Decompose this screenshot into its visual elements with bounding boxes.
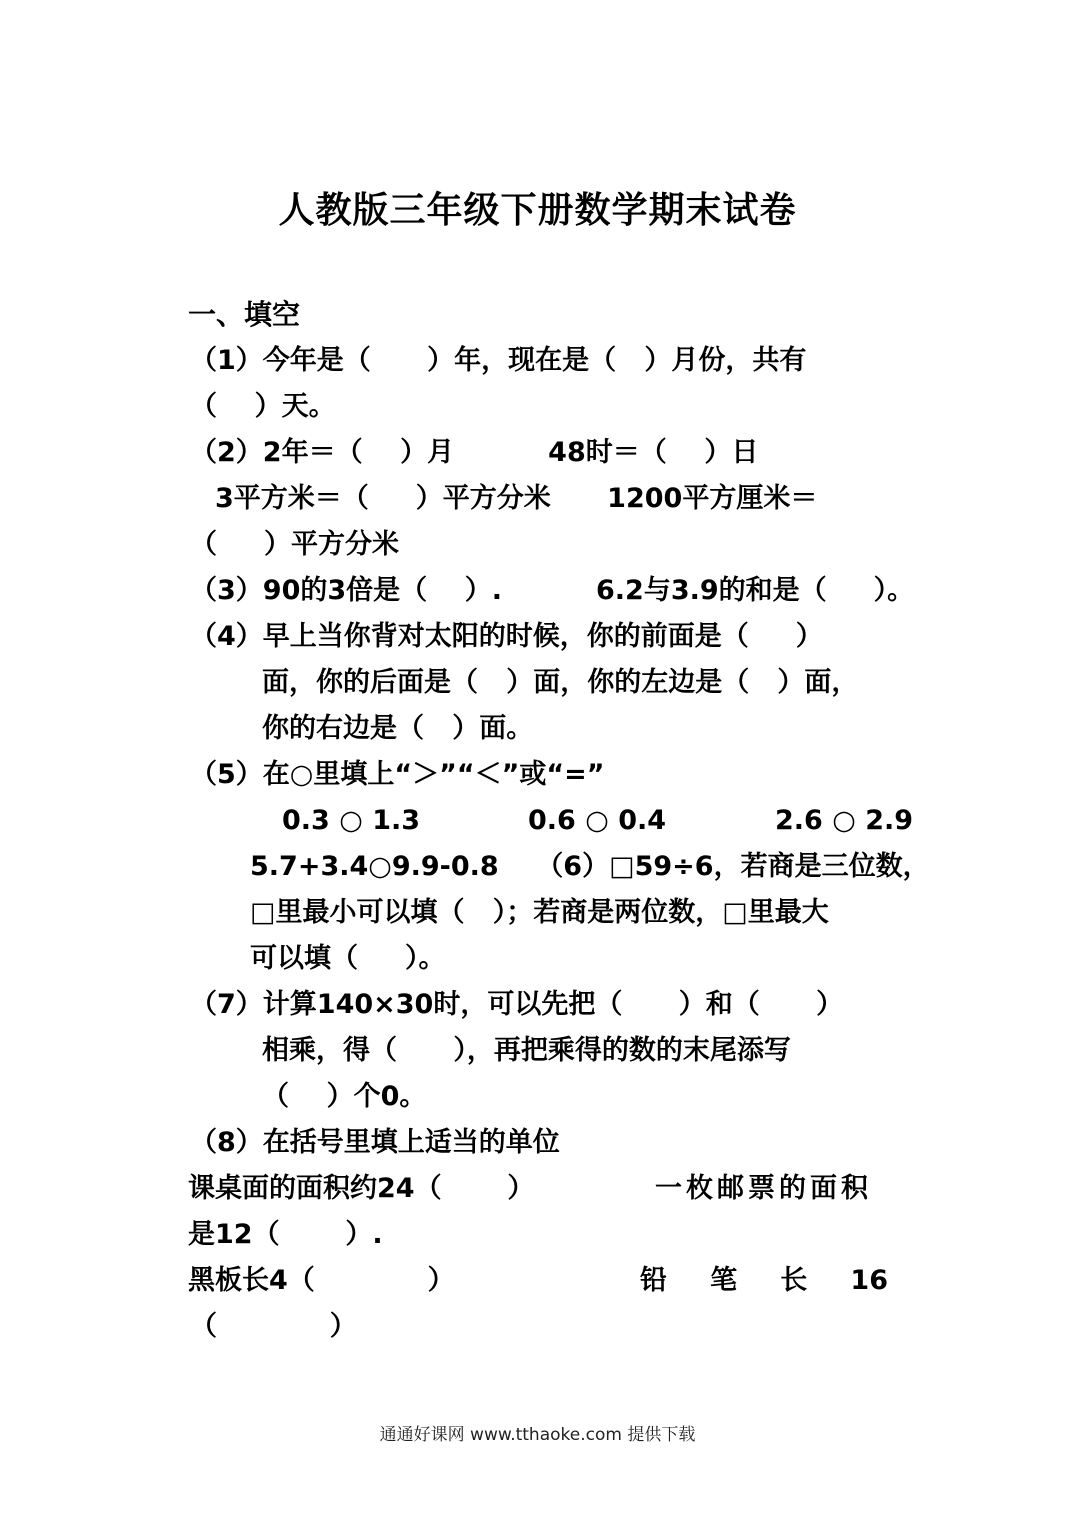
question-7-line-1: （7）计算140×30时，可以先把（ ）和（ ） — [190, 989, 844, 1020]
question-4-line-3: 你的右边是（ ）面。 — [262, 713, 534, 744]
question-8-item-4-cont: （ ） — [190, 1311, 357, 1342]
compare-item-3: 2.6 ○ 2.9 — [775, 805, 914, 836]
question-5-instruction: （5）在○里填上“＞”“＜”或“=” — [190, 759, 605, 790]
question-2-line-3: （ ）平方分米 — [190, 529, 399, 560]
question-6-line-3: 可以填（ ）。 — [250, 943, 446, 974]
question-8-item-2: 一枚邮票的面积 — [655, 1173, 872, 1204]
question-1-line-2: （ ）天。 — [190, 391, 336, 422]
question-7-line-3: （ ）个0。 — [262, 1081, 427, 1112]
question-7-line-2: 相乘，得（ ），再把乘得的数的末尾添写 — [262, 1035, 791, 1066]
question-8-item-4-number: 16 — [850, 1265, 888, 1296]
page-title: 人教版三年级下册数学期末试卷 — [278, 190, 797, 231]
question-2-line-2: 3平方米＝（ ）平方分米 1200平方厘米＝ — [215, 483, 818, 514]
section-heading: 一、填空 — [188, 298, 301, 331]
question-4-line-1: （4）早上当你背对太阳的时候，你的前面是（ ） — [190, 621, 823, 652]
compare-item-2: 0.6 ○ 0.4 — [528, 805, 667, 836]
question-8-item-4-char-3: 长 — [780, 1265, 808, 1296]
question-4-line-2: 面，你的后面是（ ）面，你的左边是（ ）面， — [262, 667, 859, 698]
question-8-item-4-char-1: 铅 — [640, 1265, 667, 1296]
compare-item-1: 0.3 ○ 1.3 — [282, 805, 421, 836]
question-2-line-1: （2）2年＝（ ）月 48时＝（ ）日 — [190, 437, 759, 468]
question-8-item-2-cont: 是12（ ）. — [188, 1219, 383, 1250]
page-footer: 通通好课网 www.tthaoke.com 提供下载 — [379, 1425, 696, 1445]
question-8-item-4 — [640, 1263, 888, 1299]
question-8-item-3: 黑板长4（ ） — [188, 1265, 455, 1296]
question-6-line-2: □里最小可以填（ ）；若商是两位数，□里最大 — [250, 897, 829, 928]
question-8-item-1: 课桌面的面积约24（ ） — [188, 1173, 535, 1204]
question-8-instruction: （8）在括号里填上适当的单位 — [190, 1127, 560, 1158]
question-1-line-1: （1）今年是（ ）年，现在是（ ）月份，共有 — [190, 345, 807, 376]
question-8-item-4-char-2: 笔 — [710, 1265, 738, 1296]
question-3: （3）90的3倍是（ ）. 6.2与3.9的和是（ ）。 — [190, 575, 915, 606]
question-6-line-1: 5.7+3.4○9.9-0.8 （6）□59÷6，若商是三位数， — [250, 851, 930, 882]
